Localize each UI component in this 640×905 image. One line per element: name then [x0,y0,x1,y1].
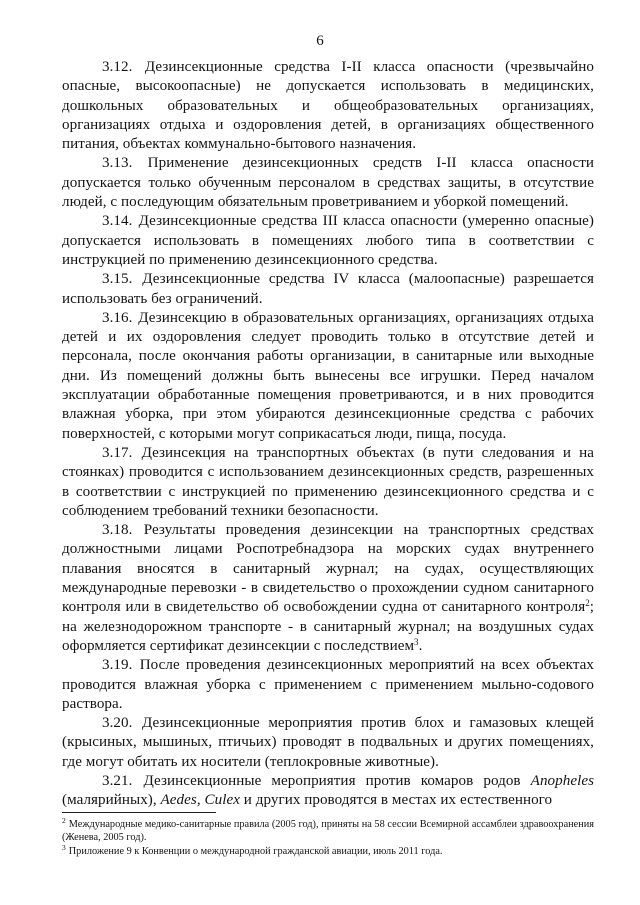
paragraph-3-20 [62,714,594,772]
clause-number: 3.14. [102,213,133,230]
footnote-text: Международные медико-санитарные правила (2005 год), приняты на 58 сессии Всемирной ассамблеи здравоохранения (Женева, 2005 год). [62,819,594,844]
paragraph-text: Дезинсекцию в образовательных организациях, организациях отдыха детей и их оздоровления следует проводить только в отсутствие детей и персонала, после окончания работы организации, в санитарные или выходные дни. Из помещений должны быть вынесены все игрушки. Перед началом эксплуатации обработанные помещения проветриваются, и в них проводится влажная уборка, при этом убираются дезинсекционные средства с рабочих поверхностей, с которыми могут соприкасаться люди, пища, посуда. [62,309,594,442]
footnote-text: Приложение 9 к Конвенции о международной гражданской авиации, июль 2011 года. [68,845,443,857]
genus-name: Aedes [160,792,197,809]
clause-number: 3.12. [102,59,133,75]
paragraph-text: . [418,637,423,654]
paragraph-text: Результаты проведения дезинсекции на транспортных средствах должностными лицами Роспотребнадзора на морских судах внутреннего плавания вносятся в санитарный журнал; на судах, осуществляющих международные перевозки - в свидетельство о прохождении судном санитарного контроля или в свидетельство об освобождении судна от санитарного контроля [62,522,594,616]
genus-name: Culex [204,792,240,809]
footnote-2 [62,818,594,845]
paragraph-text: ; на железнодорожном транспорте - в санитарный журнал; на воздушных судах оформляется сертификат дезинсекции с последствием [62,599,594,654]
clause-number: 3.13. [102,155,133,172]
clause-number: 3.20. [102,715,133,732]
footnote-reference: 2 [585,598,590,609]
clause-number: 3.19. [102,657,133,674]
footnote-separator [62,812,216,813]
footnote-mark: 3 [62,842,66,852]
paragraph-3-19 [62,656,594,714]
paragraph-3-17 [62,444,594,521]
footnotes [62,818,594,858]
paragraph-3-15 [62,270,594,309]
paragraph-text: и других проводятся в местах их естественного [239,792,553,809]
paragraph-text: Дезинсекционные мероприятия против комаров родов [143,772,531,789]
paragraph-3-12 [62,58,594,154]
paragraph-text: После проведения дезинсекционных мероприятий на всех объектах проводится влажная уборка с применением с применением мыльно-содового раствора. [62,657,594,712]
paragraph-text: Дезинсекционные средства IV класса (малоопасные) разрешается использовать без ограничений. [62,271,595,307]
paragraph-text: Дезинсекционные средства I-II класса опасности (чрезвычайно опасные, высокоопасные) не допускается использовать в медицинских, дошкольных образовательных и общеобразовательных организациях, организациях отдыха и оздоровления детей, в организациях общественного питания, объектах коммунально-бытового назначения. [62,59,594,153]
paragraph-text: , [196,792,205,809]
paragraph-text: (малярийных), [62,792,161,809]
page-number: 6 [316,33,324,49]
paragraph-text: Дезинсекционные мероприятия против блох и гамазовых клещей (крысиных, мышиных, птичьих) проводят в подвальных и других помещениях, где могут обитать их носители (теплокровные животные). [62,715,594,770]
paragraph-3-14 [62,212,594,270]
paragraph-3-21 [62,772,594,811]
clause-number: 3.21. [102,772,133,789]
genus-name: Anopheles [530,772,594,789]
clause-number: 3.16. [102,309,133,326]
paragraph-3-18 [62,521,594,656]
clause-number: 3.17. [102,444,133,461]
footnote-3 [62,842,594,858]
paragraph-text: Дезинсекция на транспортных объектах (в пути следования и на стоянках) проводится с использованием дезинсекционных средств, разрешенных в соответствии с инструкцией по применению дезинсекционного средства и с соблюдением требований техники безопасности. [62,444,594,519]
paragraph-3-16 [62,309,594,444]
footnote-mark: 2 [62,816,66,825]
paragraph-3-13 [62,154,594,212]
clause-number: 3.15. [102,271,133,288]
paragraph-text: Применение дезинсекционных средств I-II класса опасности допускается только обученным персоналом в средствах защиты, в отсутствие людей, с последующим обязательным проветриванием и уборкой помещений. [62,155,594,211]
clause-number: 3.18. [102,522,133,539]
paragraph-text: Дезинсекционные средства III класса опасности (умеренно опасные) допускается использовать в помещениях любого типа в соответствии с инструкцией по применению дезинсекционного средства. [62,213,594,268]
body-text [62,58,594,811]
footnote-reference: 3 [414,636,419,647]
